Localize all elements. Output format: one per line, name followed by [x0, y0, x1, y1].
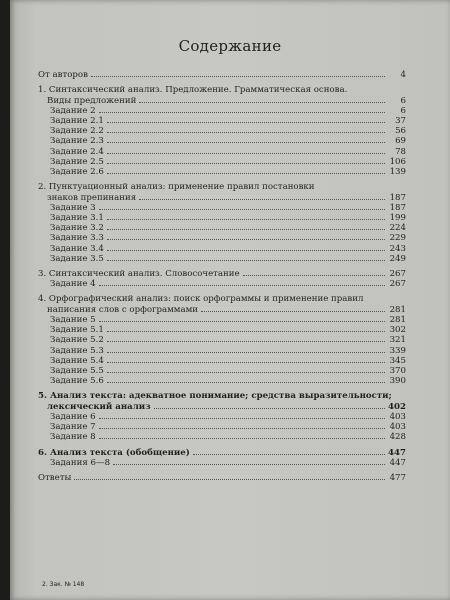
chapter-heading	[38, 391, 406, 412]
toc-page-number: 339	[389, 345, 406, 356]
task-label: Задание 5.3	[50, 345, 104, 356]
chapter-title-line: 2. Пунктуационный анализ: применение правил постановки	[38, 182, 315, 193]
task-label: Задание 2.1	[50, 116, 104, 127]
chapter-title-line: 6. Анализ текста (обобщение)	[38, 447, 190, 458]
leader-dots	[99, 438, 385, 439]
chapter-heading	[38, 182, 406, 203]
toc-page-number: 447	[389, 457, 406, 468]
toc-task-row	[38, 412, 406, 422]
page-title: Содержание	[178, 37, 282, 55]
toc-page-number: 428	[389, 432, 406, 443]
toc-task-row	[38, 244, 406, 254]
toc-label: Ответы	[38, 473, 72, 483]
task-label: Задание 5.1	[50, 325, 104, 336]
toc-page-number: 78	[395, 146, 406, 157]
leader-dots	[139, 199, 385, 200]
toc-page-number: 403	[389, 422, 406, 433]
toc-page-number: 267	[389, 279, 406, 290]
toc-task-row	[38, 157, 406, 167]
leader-dots	[91, 76, 385, 77]
task-label: Задание 5.4	[50, 355, 104, 366]
chapter-block	[38, 182, 406, 264]
chapter-block	[38, 294, 406, 386]
task-label: Задание 4	[50, 279, 96, 290]
chapter-title-row	[38, 96, 406, 106]
task-label: Задание 7	[50, 422, 96, 433]
leader-dots	[107, 331, 385, 332]
chapter-title-line: лексический анализ	[47, 401, 151, 412]
toc-task-row	[38, 106, 406, 116]
chapter-block	[38, 391, 406, 442]
chapter-title-row	[38, 305, 406, 315]
chapter-title-line: 5. Анализ текста: адекватное понимание; средства выразительности;	[38, 391, 392, 402]
toc-task-row	[38, 346, 406, 356]
chapter-heading	[38, 294, 406, 315]
toc-page-number: 56	[395, 126, 406, 137]
toc-task-row	[38, 116, 406, 126]
toc-label: От авторов	[38, 70, 88, 80]
toc-page-number: 4	[400, 70, 406, 80]
book-page	[10, 0, 450, 600]
toc-page-number: 6	[400, 105, 406, 116]
toc-task-row	[38, 223, 406, 233]
toc-row-intro	[38, 70, 406, 80]
chapter-title-line: 4. Орфографический анализ: поиск орфограммы и применение правил	[38, 294, 364, 305]
toc-task-row	[38, 167, 406, 177]
toc-page-number: 267	[389, 269, 406, 279]
chapter-block	[38, 448, 406, 468]
chapter-title-row	[38, 402, 406, 412]
leader-dots	[107, 122, 385, 123]
toc-page-number: 106	[389, 156, 406, 167]
chapter-title-row	[38, 193, 406, 203]
leader-dots	[107, 153, 385, 154]
toc-page-number: 229	[389, 233, 406, 244]
leader-dots	[107, 239, 385, 240]
chapter-title-line: 1. Синтаксический анализ. Предложение. Грамматическая основа.	[38, 85, 348, 96]
toc-task-row	[38, 366, 406, 376]
toc-task-row	[38, 136, 406, 146]
toc-page-number: 249	[389, 253, 406, 264]
toc-page-number: 447	[388, 447, 406, 458]
task-label: Задание 5.5	[50, 366, 104, 376]
leader-dots	[107, 382, 385, 383]
chapter-heading	[38, 85, 406, 106]
task-label: Задание 2.4	[50, 146, 104, 157]
toc-task-row	[38, 458, 406, 468]
chapter-block	[38, 85, 406, 177]
chapter-heading	[38, 448, 406, 458]
leader-dots	[107, 229, 385, 230]
toc-page-number: 199	[389, 213, 406, 224]
task-label: Задание 5.6	[50, 376, 104, 387]
leader-dots	[99, 428, 385, 429]
table-of-contents	[38, 70, 406, 483]
task-label: Задание 3.3	[50, 233, 104, 244]
task-label: Задание 3.4	[50, 243, 104, 254]
leader-dots	[154, 408, 385, 409]
toc-task-row	[38, 376, 406, 386]
leader-dots	[74, 479, 385, 480]
toc-page-number: 477	[389, 473, 406, 483]
task-label: Задание 2	[50, 105, 96, 116]
task-label: Задание 8	[50, 432, 96, 443]
task-label: Задание 2.6	[50, 167, 104, 177]
toc-page-number: 390	[389, 376, 406, 387]
leader-dots	[99, 321, 385, 322]
toc-task-row	[38, 203, 406, 213]
leader-dots	[107, 219, 385, 220]
task-label: Задания 6—8	[50, 457, 111, 468]
chapter-title-line: написания слов с орфограммами	[47, 304, 199, 315]
leader-dots	[107, 173, 385, 174]
chapter-title-row	[38, 269, 406, 279]
toc-page-number: 139	[389, 167, 406, 177]
leader-dots	[139, 102, 385, 103]
toc-task-row	[38, 422, 406, 432]
task-label: Задание 6	[50, 412, 96, 423]
leader-dots	[107, 142, 385, 143]
leader-dots	[113, 464, 385, 465]
toc-page-number: 243	[389, 243, 406, 254]
toc-task-row	[38, 254, 406, 264]
task-label: Задание 3	[50, 202, 96, 213]
printer-signature: 2. Зак. № 148	[42, 581, 85, 588]
leader-dots	[99, 209, 385, 210]
toc-task-row	[38, 315, 406, 325]
leader-dots	[107, 132, 385, 133]
toc-page-number: 37	[395, 116, 406, 127]
chapter-list	[38, 85, 406, 468]
chapter-block	[38, 269, 406, 289]
chapter-title-line: знаков препинания	[47, 192, 137, 203]
task-label: Задание 3.5	[50, 253, 104, 264]
chapter-title-line: Виды предложений	[47, 95, 137, 106]
toc-task-row	[38, 279, 406, 289]
toc-page-number: 345	[389, 355, 406, 366]
toc-page-number: 403	[389, 412, 406, 423]
task-label: Задание 3.1	[50, 213, 104, 224]
leader-dots	[99, 112, 385, 113]
toc-page-number: 370	[389, 366, 406, 376]
toc-task-row	[38, 432, 406, 442]
chapter-heading	[38, 269, 406, 279]
toc-page-number: 6	[400, 95, 406, 106]
toc-task-row	[38, 356, 406, 366]
leader-dots	[107, 372, 385, 373]
toc-page-number: 281	[389, 315, 406, 326]
toc-page-number: 302	[389, 325, 406, 336]
leader-dots	[107, 260, 385, 261]
toc-page-number: 187	[389, 202, 406, 213]
leader-dots	[99, 418, 385, 419]
leader-dots	[201, 311, 385, 312]
task-label: Задание 5.2	[50, 335, 104, 346]
toc-task-row	[38, 126, 406, 136]
chapter-title-line: 3. Синтаксический анализ. Словосочетание	[38, 269, 240, 279]
leader-dots	[243, 275, 385, 276]
task-label: Задание 3.2	[50, 223, 104, 234]
toc-page-number: 402	[388, 401, 406, 412]
toc-task-row	[38, 325, 406, 335]
toc-task-row	[38, 233, 406, 243]
toc-task-row	[38, 213, 406, 223]
toc-page-number: 69	[395, 136, 406, 147]
leader-dots	[107, 362, 385, 363]
task-label: Задание 5	[50, 315, 96, 326]
toc-task-row	[38, 335, 406, 345]
leader-dots	[107, 163, 385, 164]
task-label: Задание 2.3	[50, 136, 104, 147]
chapter-title-row	[38, 448, 406, 458]
leader-dots	[99, 285, 385, 286]
leader-dots	[107, 352, 385, 353]
toc-page-number: 281	[389, 304, 406, 315]
toc-row-answers	[38, 473, 406, 483]
leader-dots	[107, 341, 385, 342]
task-label: Задание 2.2	[50, 126, 104, 137]
leader-dots	[193, 454, 385, 455]
leader-dots	[107, 250, 385, 251]
toc-page-number: 224	[389, 223, 406, 234]
toc-page-number: 187	[389, 192, 406, 203]
toc-task-row	[38, 147, 406, 157]
toc-page-number: 321	[389, 335, 406, 346]
task-label: Задание 2.5	[50, 156, 104, 167]
